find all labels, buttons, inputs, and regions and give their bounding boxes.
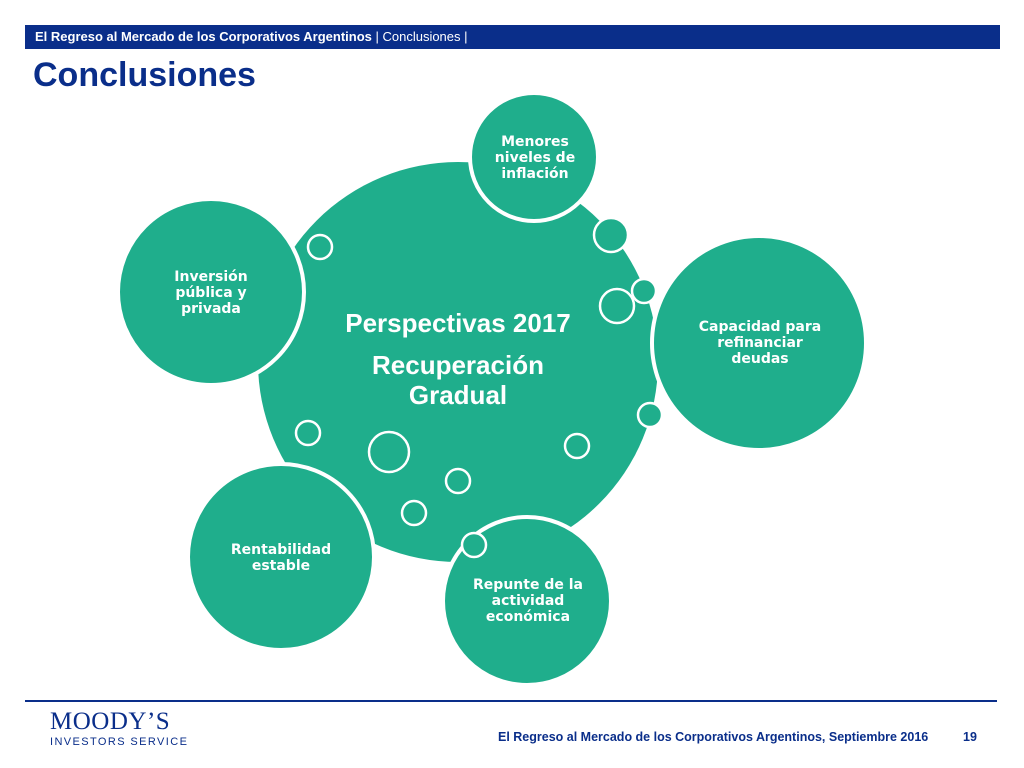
moodys-logo xyxy=(50,709,188,749)
small-bubble xyxy=(462,533,486,557)
node-label-inversion: Inversión pública y privada xyxy=(174,269,248,317)
banner-title: El Regreso al Mercado de los Corporativos Argentinos xyxy=(35,29,372,44)
node-label-actividad: Repunte de la actividad económica xyxy=(473,577,583,625)
node-label-inflacion: Menores niveles de inflación xyxy=(494,134,576,182)
small-bubble xyxy=(565,434,589,458)
node-label-refinanciar: Capacidad para refinanciar deudas xyxy=(698,319,822,367)
node-label-rentabilidad: Rentabilidad estable xyxy=(230,542,332,574)
footer-rule xyxy=(25,700,997,702)
small-bubble xyxy=(369,432,409,472)
small-bubble xyxy=(296,421,320,445)
small-bubble xyxy=(446,469,470,493)
small-bubble xyxy=(594,218,628,252)
small-bubble xyxy=(308,235,332,259)
small-bubble xyxy=(638,403,662,427)
logo-wordmark: MOODY’S xyxy=(50,708,171,735)
center-subtitle: Recuperación Gradual xyxy=(372,350,544,410)
small-bubble xyxy=(632,279,656,303)
page-number: 19 xyxy=(963,730,977,744)
center-title: Perspectivas 2017 xyxy=(345,308,571,338)
footer-caption: El Regreso al Mercado de los Corporativos Argentinos, Septiembre 2016 xyxy=(498,730,929,744)
logo-subtitle: INVESTORS SERVICE xyxy=(50,736,189,748)
banner-section: | Conclusiones | xyxy=(371,29,468,44)
page-title: Conclusiones xyxy=(33,56,256,94)
small-bubble xyxy=(402,501,426,525)
